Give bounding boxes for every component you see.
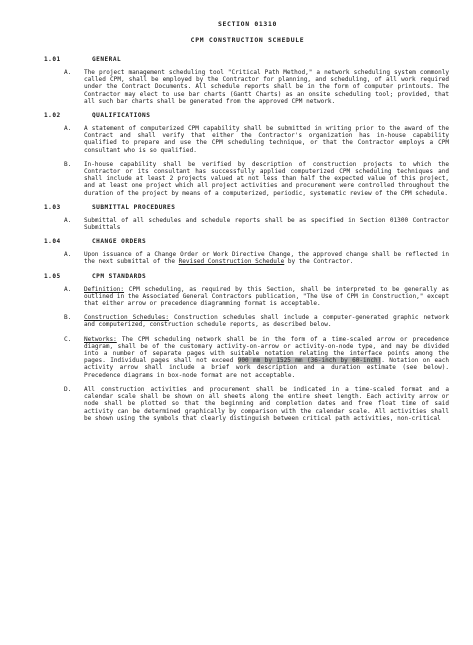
paragraph-text: All construction activities and procurement shall be indicated in a time-scaled format and a calendar scale shall be shown on all sheets along the entire sheet length. Each activity arrow or node shall be plotted so that the beginning and completion dates and free float time of said activity can be determined graphically by comparison with the calendar scale. All activities shall be shown using the symbols that clearly distinguish between critical path activities, non-critical [84, 385, 449, 422]
section-number: 1.01 [44, 56, 61, 63]
section-title: QUALIFICATIONS [92, 112, 151, 120]
paragraph-text: A statement of computerized CPM capability shall be submitted in writing prior to the award of the Contract and shall verify that either the Contractor's organization has in-house capability qualified to prepare and use the CPM scheduling technique, or that the Contractor employs a CPM consultant who is so qualified. [84, 125, 449, 154]
text-run: CPM scheduling, as required by this Section, shall be interpreted to be generally as outlined in the Associated General Contractors publication, "The Use of CPM in Construction," except that either arrow or precedence diagramming format is acceptable. [84, 285, 449, 308]
paragraph-letter: B. [64, 160, 72, 168]
defined-term: Definition: [84, 285, 125, 293]
paragraph-letter: C. [64, 335, 72, 343]
paragraph-letter: A. [64, 69, 72, 76]
section-title: GENERAL [92, 56, 122, 63]
paragraph-1-05-b [44, 314, 451, 328]
text-run: . Notation on each activity arrow shall include a brief work description and a duration estimate (see below). Precedence diagrams in box-node format are not acceptable. [84, 357, 450, 379]
paragraph-text: Submittal of all schedules and schedule reports shall be as specified in Section 01300 Contractor Submittals [84, 216, 449, 232]
defined-term: Construction Schedules: [84, 314, 170, 322]
section-number: 1.04 [44, 238, 61, 246]
paragraph-text [84, 336, 451, 379]
paragraph-1-03-a [44, 217, 451, 231]
section-heading-1-01 [44, 56, 451, 63]
section-heading-1-04 [44, 238, 451, 245]
paragraph-letter: A. [64, 125, 72, 133]
section-number: 1.02 [44, 112, 61, 120]
paragraph-letter: B. [64, 314, 72, 322]
text-run: Upon issuance of a Change Order or Work Directive Change, the approved change shall be reflected in the next submittal of the [84, 251, 449, 266]
paragraph-letter: A. [64, 251, 72, 259]
section-number: 1.03 [44, 203, 61, 211]
revised-schedule-reference: Revised Construction Schedule [178, 258, 285, 266]
paragraph-letter: A. [64, 216, 72, 224]
section-title: SUBMITTAL PROCEDURES [92, 203, 176, 211]
paragraph-text [84, 314, 451, 328]
paragraph-1-02-b [44, 161, 451, 197]
paragraph-1-05-c [44, 336, 451, 379]
highlighted-dimension: 900 mm by 1525 mm (36-inch by 60-inch) [237, 357, 382, 365]
paragraph-letter: D. [64, 385, 72, 393]
paragraph-1-05-d [44, 386, 451, 422]
text-run: The CPM scheduling network shall be in the form of a time-scaled arrow or precedence diagram, shall be of the customary activity-on-arrow or activity-on-node type, and may be divided into a number of separate pages with suitable notation relating the interface points among the pages. Individual pages shall not exceed [84, 335, 449, 365]
paragraph-1-01-a [44, 69, 451, 105]
section-heading-1-02 [44, 112, 451, 119]
paragraph-text [84, 251, 451, 265]
section-heading-1-03 [44, 204, 451, 211]
paragraph-text: In-house capability shall be verified by description of construction projects to which the Contractor or its consultant has successfully applied computerized CPM scheduling techniques and shall include at least 2 projects valued at not less than half the expected value of this project, and at least one project which all project activities and procurement were controlled throughout the duration of the project by means of a computerized, periodic, systematic review of the CPM schedule. [84, 160, 449, 197]
paragraph-1-02-a [44, 125, 451, 154]
defined-term: Networks: [84, 335, 117, 343]
section-number: 1.05 [44, 272, 61, 280]
paragraph-text: The project management scheduling tool "Critical Path Method," a network scheduling system commonly called CPM, shall be employed by the Contractor for planning, and scheduling, of all work required under the Contract Documents. All schedule reports shall be in the form of computer printouts. The Contractor may elect to use bar charts (Gantt Charts) as an onsite scheduling tool; provided, that all such bar charts shall be generated from the approved CPM network. [84, 69, 449, 105]
document-title: CPM CONSTRUCTION SCHEDULE [190, 36, 305, 44]
text-run: Construction schedules shall include a computer-generated graphic network and computerized, construction schedule reports, as described below. [84, 314, 450, 329]
section-title: CHANGE ORDERS [92, 238, 147, 246]
section-title: CPM STANDARDS [92, 272, 147, 280]
paragraph-text [84, 286, 451, 308]
paragraph-letter: A. [64, 285, 72, 293]
section-number-heading: SECTION 01310 [217, 20, 278, 28]
text-run: by the Contractor. [284, 258, 354, 266]
paragraph-1-04-a [44, 251, 451, 265]
paragraph-1-05-a [44, 286, 451, 308]
section-heading-1-05 [44, 273, 451, 280]
